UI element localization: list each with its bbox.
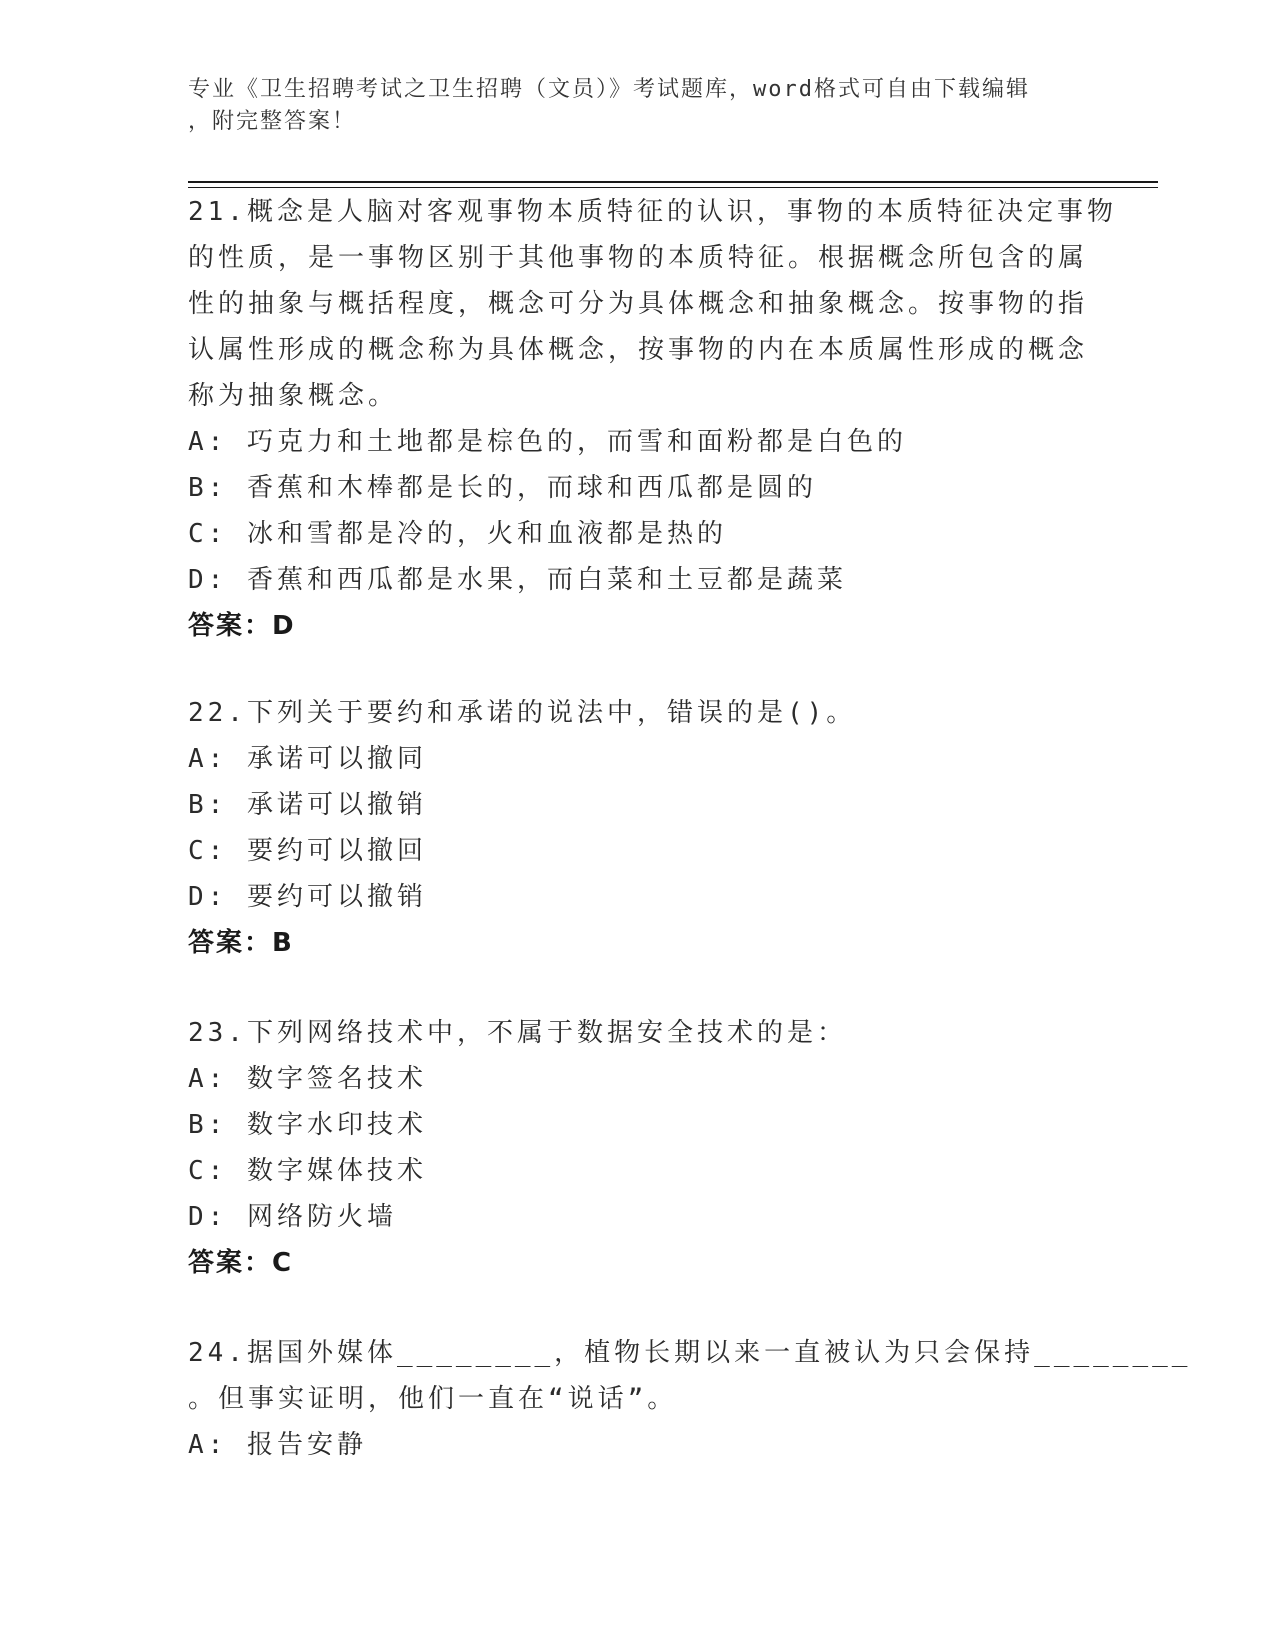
option-d: D: 香蕉和西瓜都是水果，而白菜和土豆都是蔬菜 <box>188 565 847 595</box>
header-divider-thin <box>188 187 1158 188</box>
question-23 <box>188 1010 1088 1286</box>
question-stem-line: 认属性形成的概念称为具体概念，按事物的内在本质属性形成的概念 <box>188 335 1089 365</box>
option-c: C: 数字媒体技术 <box>188 1156 427 1186</box>
question-stem-line: 。但事实证明，他们一直在“说话”。 <box>188 1384 678 1414</box>
question-stem-line: 称为抽象概念。 <box>188 381 399 411</box>
option-b: B: 数字水印技术 <box>188 1110 427 1140</box>
question-stem-line: 23.下列网络技术中，不属于数据安全技术的是： <box>188 1018 847 1048</box>
question-stem-line: 21.概念是人脑对客观事物本质特征的认识，事物的本质特征决定事物 <box>188 197 1117 227</box>
header-line-2: ，附完整答案！ <box>188 109 357 134</box>
question-stem-line: 24.据国外媒体________，植物长期以来一直被认为只会保持________ <box>188 1338 1192 1368</box>
option-a: A: 数字签名技术 <box>188 1064 427 1094</box>
option-a: A: 巧克力和土地都是棕色的，而雪和面粉都是白色的 <box>188 427 907 457</box>
option-c: C: 要约可以撤回 <box>188 836 427 866</box>
question-stem-line: 的性质，是一事物区别于其他事物的本质特征。根据概念所包含的属 <box>188 243 1089 273</box>
header-divider-thick <box>188 181 1158 183</box>
question-21 <box>188 189 1117 649</box>
answer-text: 答案：D <box>188 611 296 641</box>
option-a: A: 承诺可以撤同 <box>188 744 427 774</box>
question-stem-line: 22.下列关于要约和承诺的说法中，错误的是()。 <box>188 698 857 728</box>
question-22 <box>188 690 1088 966</box>
answer-text: 答案：C <box>188 1248 294 1278</box>
document-header <box>188 74 1068 138</box>
option-b: B: 香蕉和木棒都是长的，而球和西瓜都是圆的 <box>188 473 817 503</box>
option-a: A: 报告安静 <box>188 1430 367 1460</box>
option-b: B: 承诺可以撤销 <box>188 790 427 820</box>
option-d: D: 网络防火墙 <box>188 1202 397 1232</box>
header-line-1: 专业《卫生招聘考试之卫生招聘（文员）》考试题库，word格式可自由下载编辑 <box>188 77 1030 102</box>
question-stem-line: 性的抽象与概括程度，概念可分为具体概念和抽象概念。按事物的指 <box>188 289 1089 319</box>
question-24 <box>188 1330 1192 1468</box>
answer-text: 答案：B <box>188 928 294 958</box>
option-c: C: 冰和雪都是冷的，火和血液都是热的 <box>188 519 727 549</box>
option-d: D: 要约可以撤销 <box>188 882 427 912</box>
